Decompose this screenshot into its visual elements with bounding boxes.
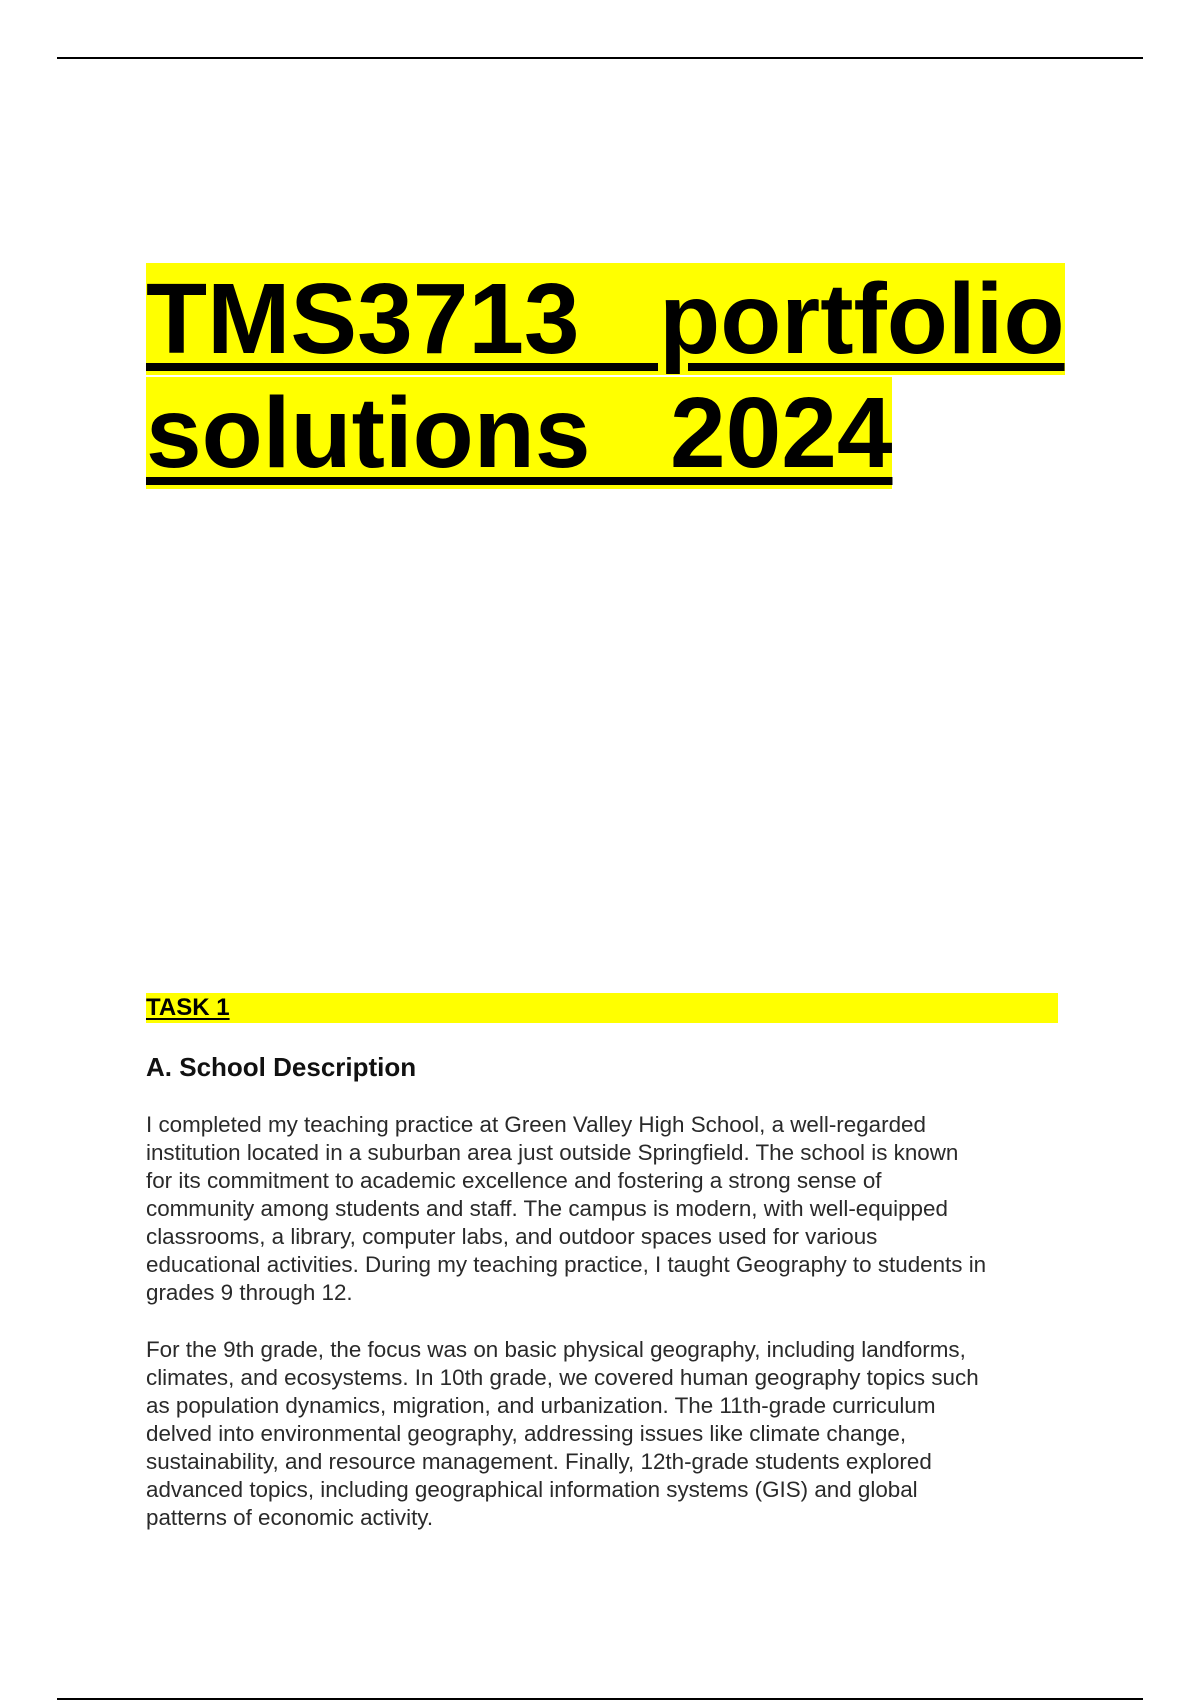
paragraph-line: as population dynamics, migration, and urbanization. The 11th-grade curriculum	[146, 1393, 936, 1418]
paragraph-line: delved into environmental geography, addressing issues like climate change,	[146, 1421, 907, 1446]
paragraph-line: grades 9 through 12.	[146, 1280, 353, 1305]
task-label: TASK 1	[146, 994, 230, 1021]
paragraph-line: patterns of economic activity.	[146, 1505, 434, 1530]
section-heading: A. School Description	[146, 1052, 417, 1082]
paragraph-line: advanced topics, including geographical information systems (GIS) and global	[146, 1477, 918, 1502]
paragraph-line: for its commitment to academic excellence and fostering a strong sense of	[146, 1168, 882, 1193]
paragraph-line: For the 9th grade, the focus was on basic physical geography, including landforms,	[146, 1337, 966, 1362]
paragraph-line: institution located in a suburban area just outside Springfield. The school is known	[146, 1140, 959, 1165]
paragraph-line: educational activities. During my teaching practice, I taught Geography to students in	[146, 1252, 987, 1277]
paragraph-line: community among students and staff. The campus is modern, with well-equipped	[146, 1196, 948, 1221]
task-highlight-bar	[146, 993, 1058, 1023]
document-title	[146, 262, 1065, 490]
top-rule	[57, 57, 1143, 59]
paragraph-line: I completed my teaching practice at Green Valley High School, a well-regarded	[146, 1112, 926, 1137]
title-line-1: TMS3713 portfolio	[146, 263, 1065, 375]
title-line-2: solutions 2024	[146, 377, 893, 489]
paragraph-1	[146, 1111, 1066, 1307]
paragraph-line: sustainability, and resource management. Finally, 12th-grade students explored	[146, 1449, 932, 1474]
paragraph-line: classrooms, a library, computer labs, and outdoor spaces used for various	[146, 1224, 878, 1249]
paragraph-line: climates, and ecosystems. In 10th grade, we covered human geography topics such	[146, 1365, 979, 1390]
paragraph-2	[146, 1336, 1066, 1532]
